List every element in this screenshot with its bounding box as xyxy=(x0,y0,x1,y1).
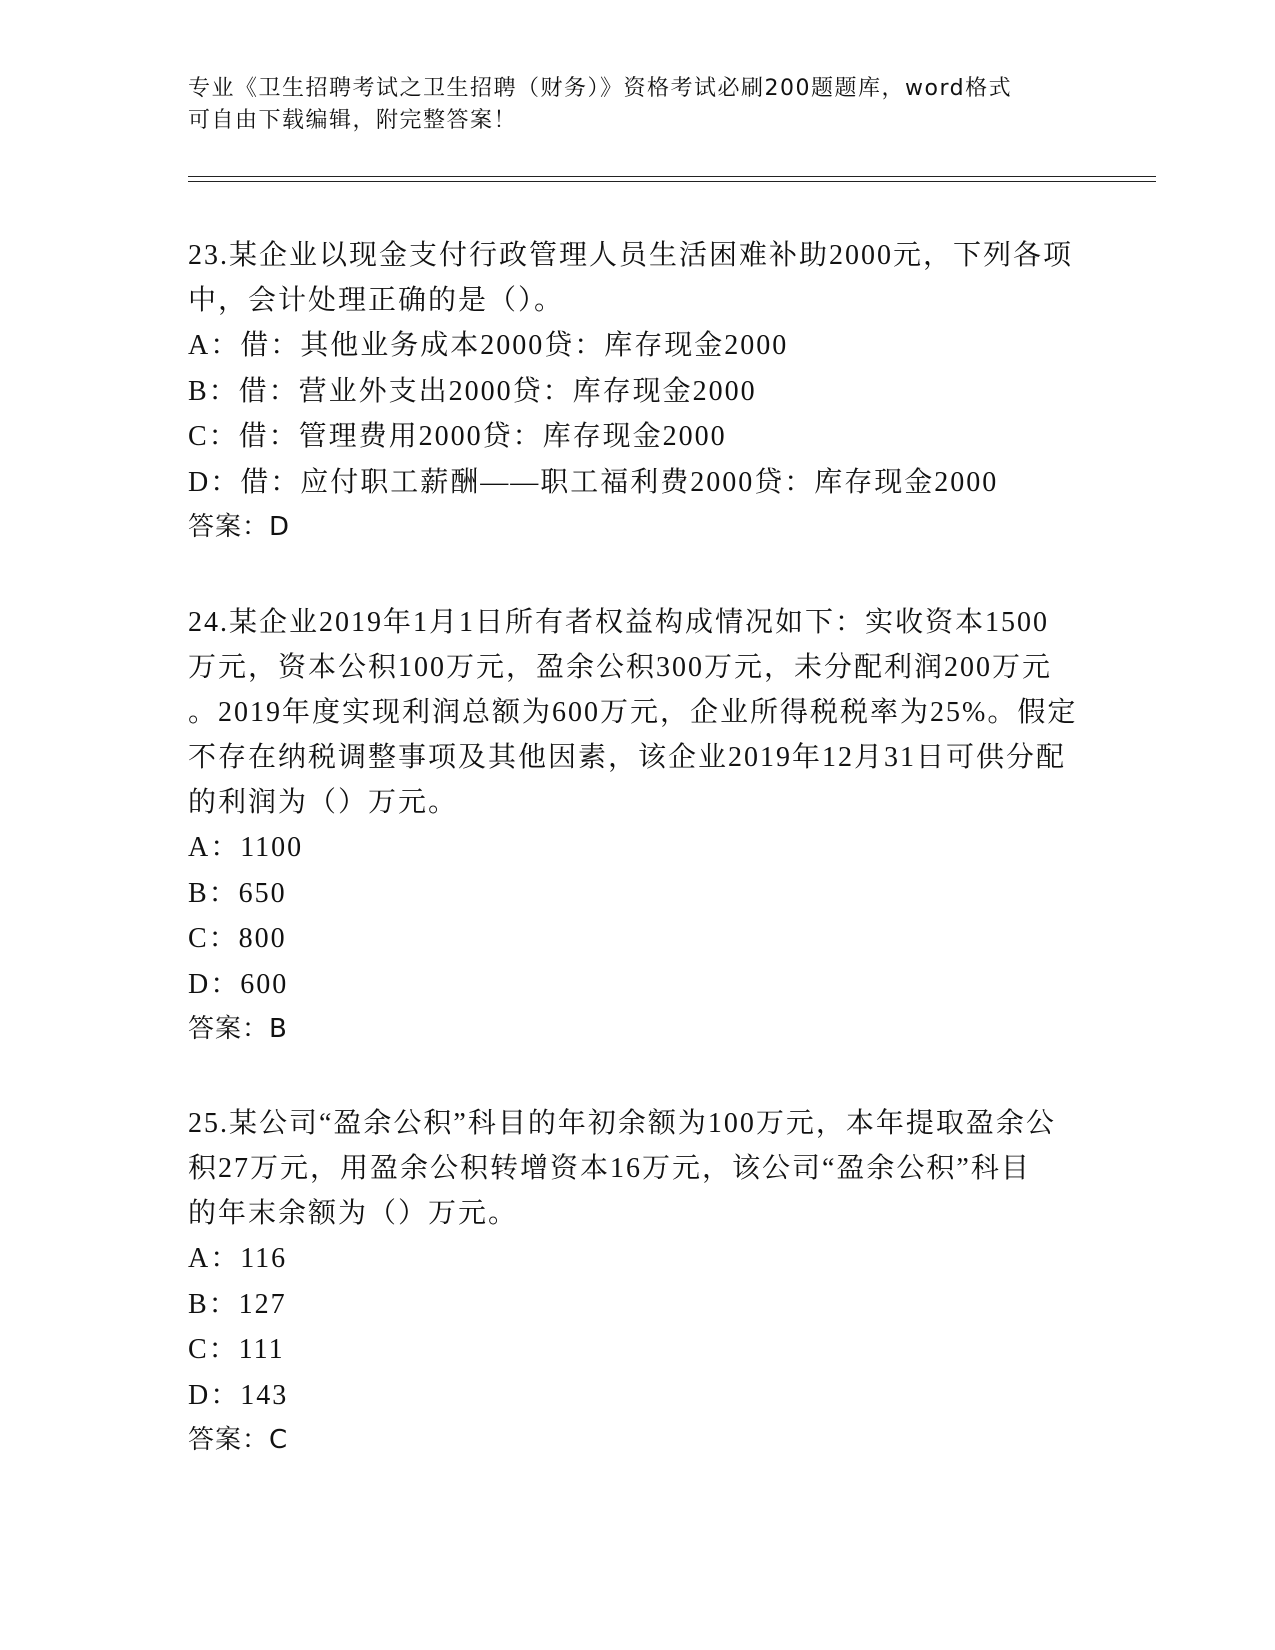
option-a: A：借：其他业务成本2000贷：库存现金2000 xyxy=(188,330,789,361)
option-a: A：1100 xyxy=(188,832,304,863)
document-header xyxy=(188,73,1068,137)
option-c: C：800 xyxy=(188,923,287,954)
header-line-2: 可自由下载编辑，附完整答案！ xyxy=(188,108,518,133)
stem-line: 25.某公司“盈余公积”科目的年初余额为100万元，本年提取盈余公 xyxy=(188,1108,1056,1139)
answer: 答案：C xyxy=(188,1425,289,1455)
stem-line: 。2019年度实现利润总额为600万元，企业所得税税率为25%。假定 xyxy=(188,697,1078,728)
option-d: D：143 xyxy=(188,1379,289,1411)
answer: 答案：B xyxy=(188,1014,288,1044)
stem-line: 万元，资本公积100万元，盈余公积300万元，未分配利润200万元 xyxy=(188,652,1053,683)
header-divider-bottom xyxy=(188,181,1156,182)
option-d: D：借：应付职工薪酬——职工福利费2000贷：库存现金2000 xyxy=(188,466,999,498)
stem-line: 的年末余额为（）万元。 xyxy=(188,1198,519,1229)
option-b: B：借：营业外支出2000贷：库存现金2000 xyxy=(188,375,757,407)
header-line-1: 专业《卫生招聘考试之卫生招聘（财务）》资格考试必刷200题题库，word格式 xyxy=(188,76,1013,101)
stem-line: 24.某企业2019年1月1日所有者权益构成情况如下：实收资本1500 xyxy=(188,607,1050,638)
option-b: B：650 xyxy=(188,877,287,909)
answer: 答案：D xyxy=(188,512,291,542)
stem-line: 的利润为（）万元。 xyxy=(188,787,459,818)
stem-line: 不存在纳税调整事项及其他因素，该企业2019年12月31日可供分配 xyxy=(188,742,1067,773)
option-b: B：127 xyxy=(188,1288,287,1320)
question-23 xyxy=(188,233,1088,550)
stem-line: 积27万元，用盈余公积转增资本16万元，该公司“盈余公积”科目 xyxy=(188,1153,1031,1184)
option-c: C：111 xyxy=(188,1334,285,1365)
stem-line: 23.某企业以现金支付行政管理人员生活困难补助2000元，下列各项 xyxy=(188,240,1074,271)
stem-line: 中，会计处理正确的是（）。 xyxy=(188,285,565,316)
question-stem xyxy=(188,600,1088,825)
option-c: C：借：管理费用2000贷：库存现金2000 xyxy=(188,421,727,452)
header-divider-top xyxy=(188,176,1156,177)
option-a: A：116 xyxy=(188,1243,288,1274)
question-stem xyxy=(188,233,1088,323)
question-stem xyxy=(188,1101,1088,1236)
option-d: D：600 xyxy=(188,968,289,1000)
question-25 xyxy=(188,1101,1088,1463)
question-24 xyxy=(188,600,1088,1052)
